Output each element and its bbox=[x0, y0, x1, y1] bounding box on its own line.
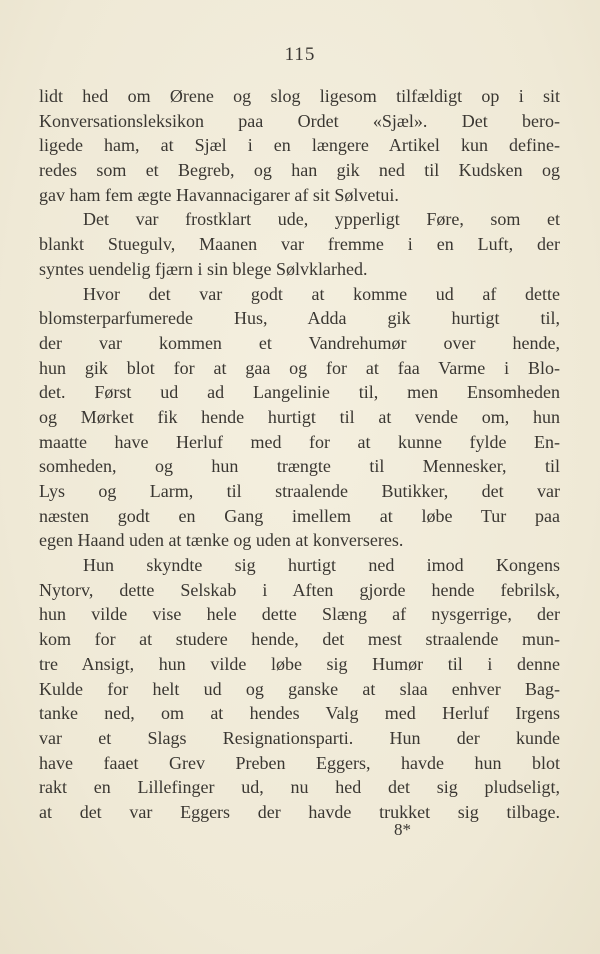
text-line: næsten godt en Gang imellem at løbe Tur paa bbox=[39, 505, 560, 526]
text-line: egen Haand uden at tænke og uden at konverseres. bbox=[39, 530, 404, 551]
text-line: tre Ansigt, hun vilde løbe sig Humør til i denne bbox=[39, 653, 560, 674]
text-line: blankt Stuegulv, Maanen var fremme i en Luft, der bbox=[39, 234, 560, 255]
text-line: gav ham fem ægte Havannacigarer af sit Sølvetui. bbox=[39, 184, 399, 205]
text-line: Konversationsleksikon paa Ordet «Sjæl». Det bero- bbox=[39, 110, 560, 131]
text-line: maatte have Herluf med for at kunne fylde En- bbox=[39, 431, 560, 452]
text-line: blomsterparfumerede Hus, Adda gik hurtigt til, bbox=[39, 308, 560, 329]
text-line: var et Slags Resignationsparti. Hun der kunde bbox=[39, 727, 560, 748]
text-line: Lys og Larm, til straalende Butikker, det var bbox=[39, 481, 560, 501]
text-line: redes som et Begreb, og han gik ned til Kudsken og bbox=[39, 160, 560, 181]
page-number: 115 bbox=[284, 44, 316, 65]
text-line: kom for at studere hende, det mest straalende mun- bbox=[39, 629, 560, 650]
text-line: tanke ned, om at hendes Valg med Herluf Irgens bbox=[39, 703, 560, 724]
text-line: hun vilde vise hele dette Slæng af nysgerrige, der bbox=[39, 604, 560, 625]
text-line: og Mørket fik hende hurtigt til at vende om, hun bbox=[39, 406, 560, 427]
text-line: Hvor det var godt at komme ud af dette bbox=[83, 283, 560, 304]
signature-mark: 8* bbox=[394, 820, 411, 839]
text-line: somheden, og hun trængte til Mennesker, til bbox=[39, 456, 560, 477]
text-line: hun gik blot for at gaa og for at faa Varme i Blo- bbox=[39, 357, 560, 378]
text-line: Nytorv, dette Selskab i Aften gjorde hende febrilsk, bbox=[39, 579, 560, 600]
text-line: have faaet Grev Preben Eggers, havde hun blot bbox=[39, 752, 560, 773]
text-line: det. Først ud ad Langelinie til, men Ensomheden bbox=[39, 382, 560, 403]
text-line: Kulde for helt ud og ganske at slaa enhver Bag- bbox=[39, 678, 560, 699]
text-line: Det var frostklart ude, ypperligt Føre, som et bbox=[83, 209, 560, 230]
text-line: lidt hed om Ørene og slog ligesom tilfældigt op i sit bbox=[39, 86, 560, 106]
text-line: der var kommen et Vandrehumør over hende, bbox=[39, 332, 560, 353]
text-line: Hun skyndte sig hurtigt ned imod Kongens bbox=[83, 555, 560, 576]
text-line: rakt en Lillefinger ud, nu hed det sig pludseligt, bbox=[39, 777, 560, 798]
text-line: syntes uendelig fjærn i sin blege Sølvklarhed. bbox=[39, 258, 368, 279]
text-line: at det var Eggers der havde trukket sig tilbage. bbox=[39, 801, 560, 822]
body-text bbox=[39, 84, 560, 825]
text-line: ligede ham, at Sjæl i en længere Artikel kun define- bbox=[39, 135, 560, 156]
